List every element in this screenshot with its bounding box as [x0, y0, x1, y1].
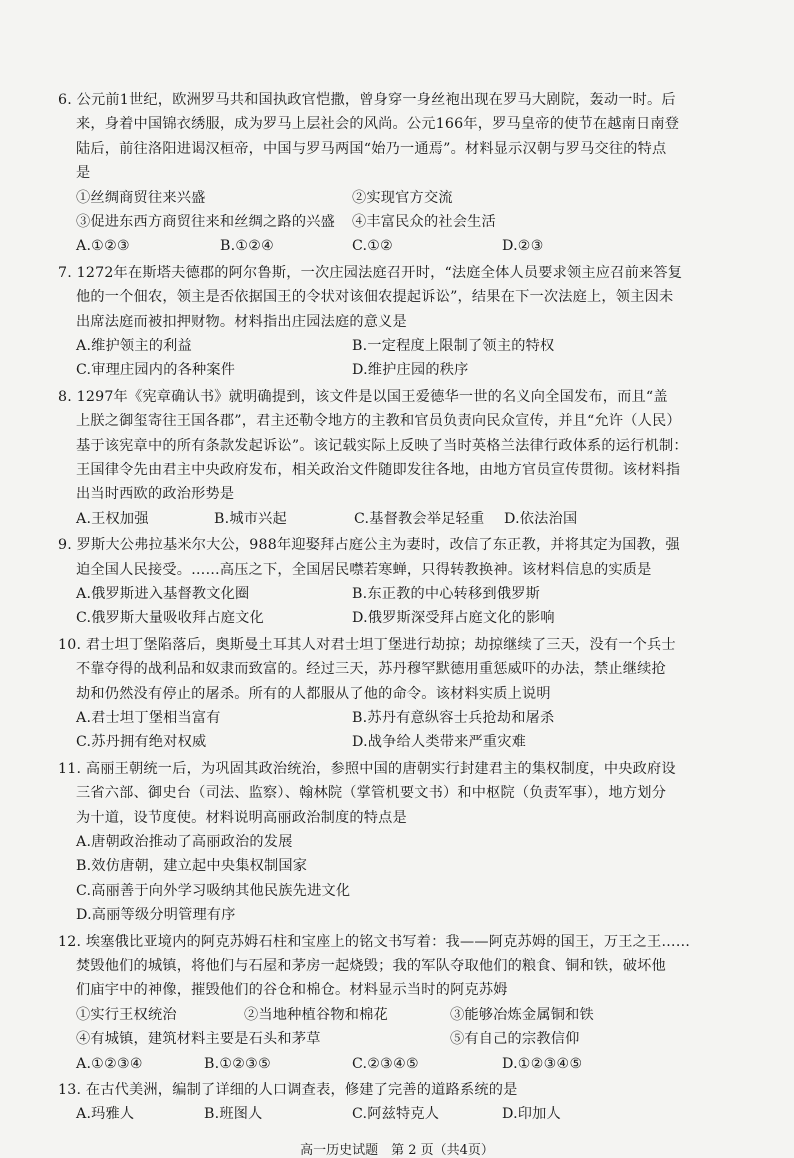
- options-row: [58, 1052, 734, 1076]
- options-row: [58, 706, 734, 730]
- question-stem-line: 13. 在古代美洲，编制了详细的人口调查表，修建了完善的道路系统的是: [58, 1082, 518, 1098]
- option-d: D.维护庄园的秩序: [352, 362, 469, 379]
- question-stem-line: 10. 君士坦丁堡陷落后，奥斯曼土耳其人对君士坦丁堡进行劫掠；劫掠继续了三天，没有一个兵士: [58, 636, 676, 653]
- options-row: [58, 507, 734, 531]
- statement-row: [58, 1027, 734, 1051]
- option-a: A.俄罗斯进入基督教文化圈: [76, 585, 250, 602]
- option-b: B.城市兴起: [214, 510, 287, 527]
- option-b: B.苏丹有意纵容士兵抢劫和屠杀: [352, 709, 555, 726]
- question-stem-line: 迫全国人民接受。……高压之下，全国居民噤若寒蝉，只得转教换神。该材料信息的实质是: [76, 561, 652, 578]
- question-stem-line: 们庙宇中的神像，摧毁他们的谷仓和棉仓。材料显示当时的阿克苏姆: [76, 982, 508, 999]
- statement-row: [58, 1003, 734, 1027]
- option-b: B.一定程度上限制了领主的特权: [352, 337, 555, 354]
- options-row: [58, 358, 734, 382]
- page-footer: 高一历史试题 第 2 页（共4页）: [300, 1142, 494, 1158]
- option-c: C.①②: [352, 238, 394, 255]
- question-stem-line: 王国律令先由君主中央政府发布，相关政治文件随即发往各地，由地方官员宣传贯彻。该材料指: [76, 461, 681, 478]
- statement-item: ①实行王权统治: [76, 1006, 177, 1023]
- statement-item: ②当地种植谷物和棉花: [244, 1006, 388, 1023]
- question-8: [58, 385, 734, 531]
- option-a: A.玛雅人: [76, 1106, 135, 1123]
- question-stem-line: 三省六部、御史台（司法、监察）、翰林院（掌管机要文书）和中枢院（负责军事），地方划分: [76, 785, 667, 802]
- option-b: B.①②④: [220, 238, 275, 255]
- options-row: [58, 606, 734, 630]
- statement-row: [58, 210, 734, 234]
- option-b: B.效仿唐朝，建立起中央集权制国家: [76, 858, 308, 875]
- option-c: C.苏丹拥有绝对权威: [76, 734, 207, 751]
- options-row: [58, 1102, 734, 1126]
- question-11: [58, 757, 734, 928]
- question-stem-line: 上朕之御玺寄往王国各郡”，君主还勒令地方的主教和官员负责向民众宣传，并且“允许（人民）: [76, 413, 681, 430]
- options-row: [58, 730, 734, 754]
- options-row: [58, 334, 734, 358]
- question-stem-line: 出席法庭而被扣押财物。材料指出庄园法庭的意义是: [76, 313, 407, 330]
- question-stem-line: 他的一个佃农，领主是否依据国王的令状对该佃农提起诉讼”，结果在下一次法庭上，领主因未: [76, 289, 674, 306]
- statement-item: ①丝绸商贸往来兴盛: [76, 189, 206, 206]
- question-stem-line: 焚毁他们的城镇，将他们与石屋和茅房一起烧毁；我的军队夺取他们的粮食、铜和铁，破坏他: [76, 957, 666, 974]
- question-9: [58, 533, 734, 631]
- question-stem-line: 为十道，设节度使。材料说明高丽政治制度的特点是: [76, 809, 407, 826]
- question-stem-line: 来，身着中国锦衣绣服，成为罗马上层社会的风尚。公元166年，罗马皇帝的使节在越南日南登: [76, 116, 680, 133]
- option-a: A.维护领主的利益: [76, 337, 192, 354]
- question-stem-line: 劫和仍然没有停止的屠杀。所有的人都服从了他的命令。该材料实质上说明: [76, 685, 551, 702]
- option-c: C.高丽善于向外学习吸纳其他民族先进文化: [76, 882, 351, 899]
- option-a: A.王权加强: [76, 510, 149, 527]
- option-c: C.审理庄园内的各种案件: [76, 362, 236, 379]
- question-stem-line: 6. 公元前1世纪，欧洲罗马共和国执政官恺撒，曾身穿一身丝袍出现在罗马大剧院，轰动一时。后: [58, 92, 676, 108]
- question-6: [58, 88, 734, 259]
- option-d: D.战争给人类带来严重灾难: [352, 734, 527, 751]
- question-stem-line: 9. 罗斯大公弗拉基米尔大公，988年迎娶拜占庭公主为妻时，改信了东正教，并将其定为国教，强: [58, 537, 680, 554]
- question-stem-line: 基于该宪章中的所有条款发起诉讼”。该记载实际上反映了当时英格兰法律行政体系的运行机制：: [76, 437, 688, 454]
- statement-item: ③促进东西方商贸往来和丝绸之路的兴盛: [76, 213, 335, 230]
- option-d: D.高丽等级分明管理有序: [76, 907, 236, 924]
- question-stem-line: 陆后，前往洛阳进谒汉桓帝，中国与罗马两国“始乃一通焉”。材料显示汉朝与罗马交往的特点: [76, 140, 667, 157]
- option-b: B.①②③⑤: [204, 1055, 272, 1072]
- question-stem-line: 不靠夺得的战利品和奴隶而致富的。经过三天，苏丹穆罕默德用重惩威吓的办法，禁止继续抢: [76, 661, 666, 678]
- question-7: [58, 261, 734, 383]
- question-13: [58, 1078, 734, 1127]
- statement-item: ⑤有自己的宗教信仰: [450, 1031, 580, 1048]
- statement-item: ④有城镇，建筑材料主要是石头和茅草: [76, 1031, 321, 1048]
- option-d: D.①②③④⑤: [502, 1055, 583, 1072]
- statement-item: ③能够冶炼金属铜和铁: [450, 1006, 594, 1023]
- option-a: A.①②③: [76, 238, 130, 255]
- question-stem-line: 是: [76, 165, 91, 182]
- statement-row: [58, 186, 734, 210]
- question-stem-line: 7. 1272年在斯塔夫德郡的阿尔鲁斯，一次庄园法庭召开时，“法庭全体人员要求领主应召前来答复: [58, 264, 683, 281]
- options-row: [58, 234, 734, 258]
- question-12: [58, 930, 734, 1076]
- options-row: [58, 582, 734, 606]
- statement-item: ②实现官方交流: [352, 189, 453, 206]
- question-stem-line: 出当时西欧的政治形势是: [76, 486, 235, 503]
- question-stem-line: 12. 埃塞俄比亚境内的阿克苏姆石柱和宝座上的铭文书写着：我——阿克苏姆的国王，万王之王……: [58, 933, 691, 950]
- statement-item: ④丰富民众的社会生活: [352, 213, 496, 230]
- option-d: D.依法治国: [504, 510, 578, 527]
- option-a: A.君士坦丁堡相当富有: [76, 709, 221, 726]
- question-stem-line: 11. 高丽王朝统一后，为巩固其政治统治，参照中国的唐朝实行封建君主的集权制度，中央政府设: [58, 760, 676, 777]
- option-c: C.阿兹特克人: [352, 1106, 440, 1123]
- question-10: [58, 633, 734, 755]
- option-d: D.印加人: [502, 1106, 561, 1123]
- option-c: C.②③④⑤: [352, 1055, 419, 1072]
- option-d: D.②③: [502, 238, 544, 255]
- option-d: D.俄罗斯深受拜占庭文化的影响: [352, 610, 555, 627]
- option-b: B.班图人: [204, 1106, 263, 1123]
- option-a: A.①②③④: [76, 1055, 143, 1072]
- option-b: B.东正教的中心转移到俄罗斯: [352, 585, 540, 602]
- option-c: C.俄罗斯大量吸收拜占庭文化: [76, 610, 264, 627]
- option-a: A.唐朝政治推动了高丽政治的发展: [76, 833, 293, 850]
- question-stem-line: 8. 1297年《宪章确认书》就明确提到，该文件是以国王爱德华一世的名义向全国发布，而且“盖: [58, 388, 668, 405]
- option-c: C.基督教会举足轻重: [354, 510, 485, 527]
